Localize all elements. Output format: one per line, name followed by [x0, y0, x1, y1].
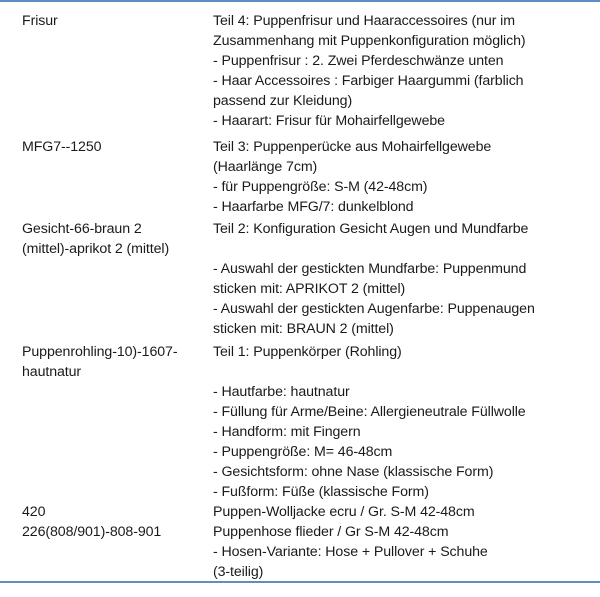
item-description: Teil 2: Konfiguration Gesicht Augen und Mundfarbe - Auswahl der gestickten Mundfarbe: Puppenmund sticken mit: APRIKOT 2 (mittel) - Auswahl der gestickten Augenfarbe: Puppenaugen sticken mit: BRAUN 2 (mittel): [213, 221, 535, 337]
item-code: Frisur: [22, 13, 58, 29]
item-code: MFG7--1250: [22, 139, 102, 155]
item-code: Gesicht-66-braun 2 (mittel)-aprikot 2 (mittel): [22, 221, 170, 257]
item-code: Puppenrohling-10)-1607- hautnatur: [22, 344, 178, 380]
item-code: 420 226(808/901)-808-901: [22, 504, 162, 540]
item-description: Teil 4: Puppenfrisur und Haaraccessoires (nur im Zusammenhang mit Puppenkonfiguration möglich) - Puppenfrisur : 2. Zwei Pferdeschwänze unten - Haar Accessoires : Farbiger Haargummi (farblich passend zur Kleidung) - Haarart: Frisur für Mohairfellgewebe: [213, 13, 526, 129]
item-description: Teil 1: Puppenkörper (Rohling) - Hautfarbe: hautnatur - Füllung für Arme/Beine: Allergieneutrale Füllwolle - Handform: mit Fingern - Puppengröße: M= 46-48cm - Gesichtsform: ohne Nase (klassische Form) - Fußform: Füße (klassische Form): [213, 344, 526, 500]
item-description: Puppen-Wolljacke ecru / Gr. S-M 42-48cm Puppenhose flieder / Gr S-M 42-48cm - Hosen-Variante: Hose + Pullover + Schuhe (3-teilig): [213, 504, 488, 580]
bottom-divider: [0, 581, 600, 583]
item-description: Teil 3: Puppenperücke aus Mohairfellgewebe (Haarlänge 7cm) - für Puppengröße: S-M (42-48cm) - Haarfarbe MFG/7: dunkelblond: [213, 139, 492, 215]
top-divider: [0, 0, 600, 2]
